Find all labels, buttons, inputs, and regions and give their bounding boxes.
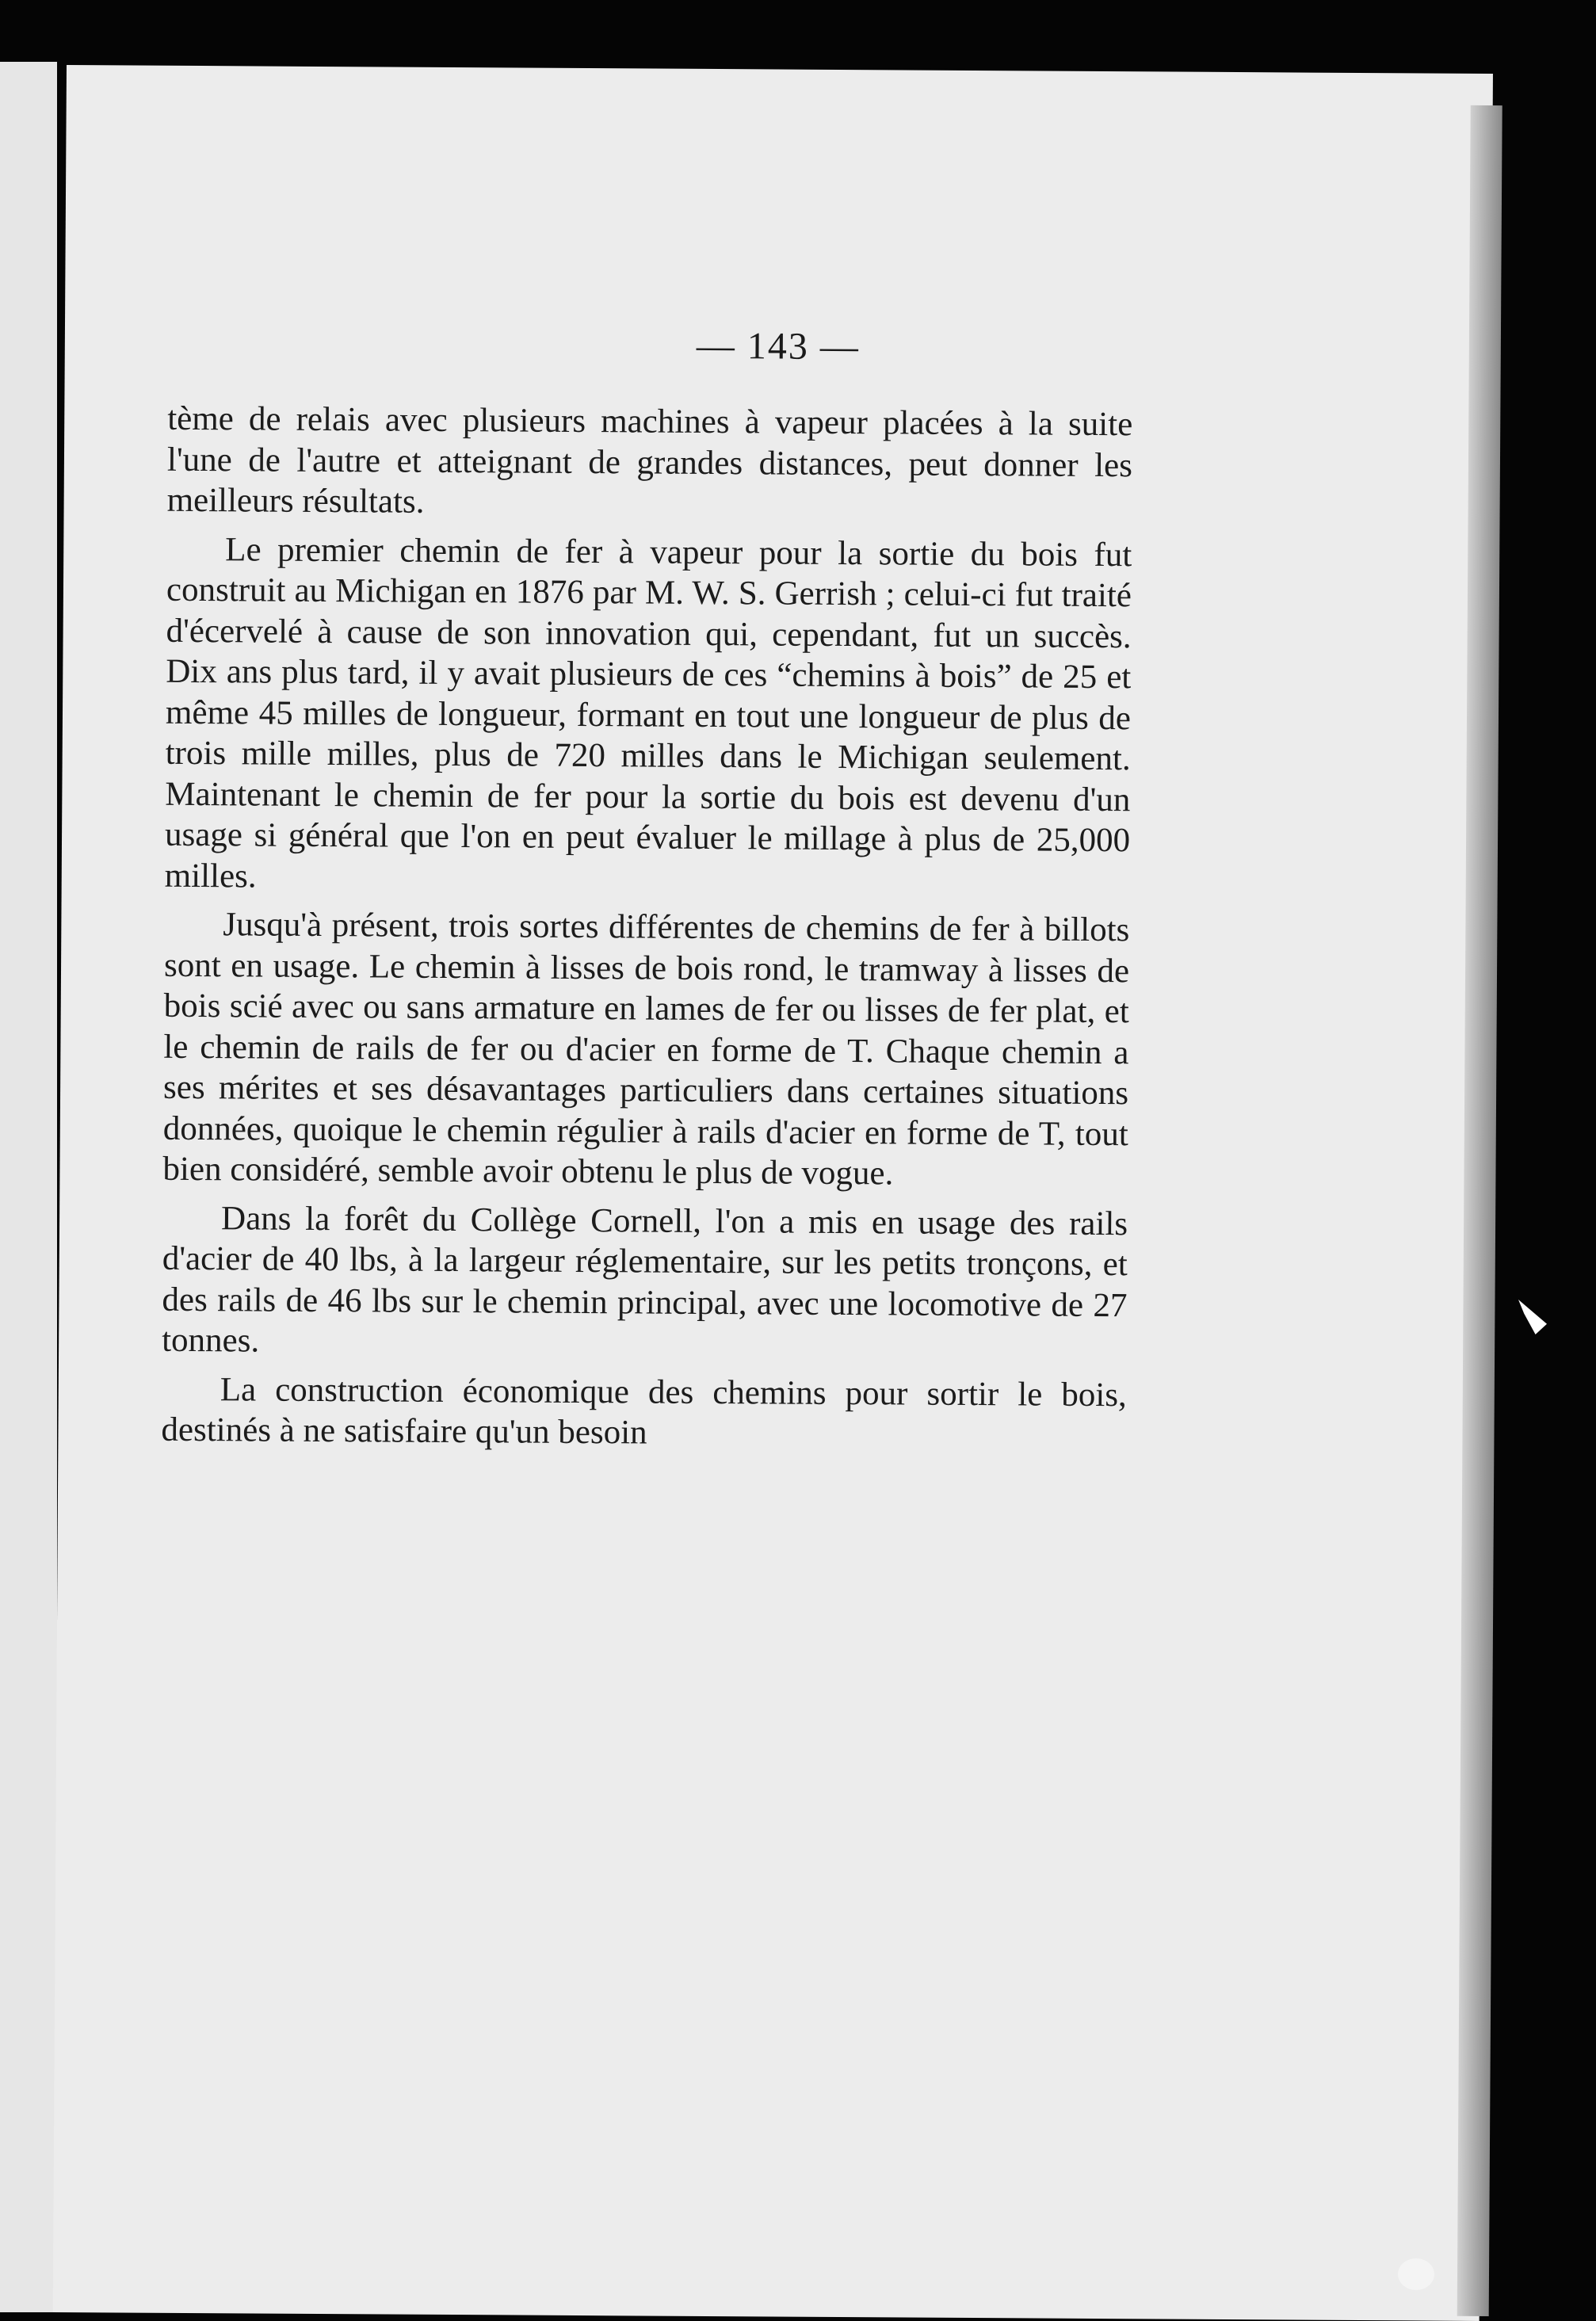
scan-artifact-mark	[1518, 1300, 1547, 1334]
adjacent-page-edge	[0, 62, 57, 2312]
paragraph-1: tème de relais avec plusieurs machines à vapeur placées à la suite l'une de l'autre et atteignant de grandes distances, peut donner les meilleurs résultats.	[166, 399, 1133, 521]
body-text	[161, 399, 1132, 1464]
paragraph-5: La construction économique des chemins pour sortir le bois, destinés à ne satisfaire qu'un besoin	[161, 1370, 1127, 1452]
page-edge-shadow	[1457, 105, 1502, 2316]
paragraph-4: Dans la forêt du Collège Cornell, l'on a mis en usage des rails d'acier de 40 lbs, à la largeur réglementaire, sur les petits tronçons, et des rails de 46 lbs sur le chemin principal, avec une locomotive de 27 tonnes.	[162, 1199, 1128, 1360]
page-number: — 143 —	[696, 324, 861, 368]
paragraph-2: Le premier chemin de fer à vapeur pour la sortie du bois fut construit au Michigan en 1876 par M. W. S. Gerrish ; celui-ci fut traité d'écervelé à cause de son innovation qui, cependant, fut un succès. Dix ans plus tard, il y avait plusieurs de ces “chemins à bois” de 25 et même 45 milles de longueur, formant en tout une longueur de plus de trois mille milles, plus de 720 milles dans le Michigan seulement. Maintenant le chemin de fer pour la sortie du bois est devenu d'un usage si général que l'on en peut évaluer le millage à plus de 25,000 milles.	[164, 530, 1132, 895]
scan-artifact-spot	[1398, 2258, 1434, 2290]
paragraph-3: Jusqu'à présent, trois sortes différentes de chemins de fer à billots sont en usage. Le chemin à lisses de bois rond, le tramway à lisses de bois scié avec ou sans armature en lames de fer ou lisses de fer plat, et le chemin de rails de fer ou d'acier en forme de T. Chaque chemin a ses mérites et ses désavantages particuliers dans certaines situations données, quoique le chemin régulier à rails d'acier en forme de T, tout bien considéré, semble avoir obtenu le plus de vogue.	[162, 906, 1130, 1193]
book-page	[53, 65, 1493, 2321]
